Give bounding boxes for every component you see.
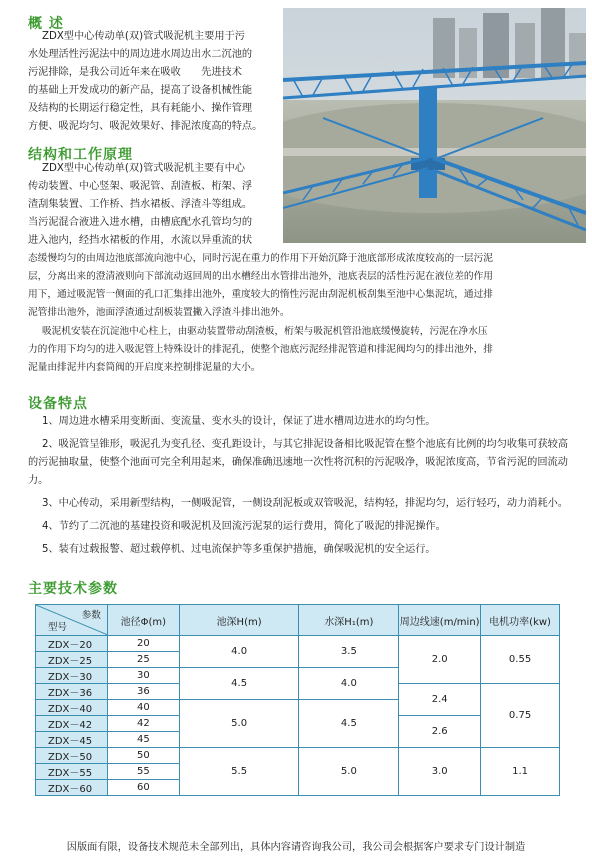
diameter-cell: 40 [107, 700, 179, 716]
water-depth-cell: 4.0 [299, 668, 399, 700]
structure-line: 力的作用下均匀的进入吸泥管上特殊设计的排泥孔，使整个池底污泥经排泥管道和排泥阀均匀的排出池外，排 [28, 344, 493, 355]
model-cell: ZDX－60 [36, 780, 108, 796]
structure-line: 进入池内，经挡水裙板的作用，水流以异重流的状 [28, 235, 253, 246]
diameter-cell: 55 [107, 764, 179, 780]
structure-para2 [28, 323, 588, 377]
feature-item: 1、周边进水槽采用变断面、变流量、变水头的设计，保证了进水槽周边进水的均匀性。 [42, 416, 436, 427]
depth-cell: 4.5 [179, 668, 299, 700]
speed-cell: 2.4 [399, 684, 481, 716]
model-cell: ZDX－30 [36, 668, 108, 684]
model-cell: ZDX－36 [36, 684, 108, 700]
diameter-cell: 60 [107, 780, 179, 796]
table-row [36, 748, 560, 764]
model-cell: ZDX－50 [36, 748, 108, 764]
overview-line: 的基础上开发成功的新产品，提高了设备机械性能 [28, 85, 253, 96]
column-header: 水深H₁(m) [299, 605, 399, 636]
params-heading: 主要技术参数 [28, 581, 118, 597]
column-header: 周边线速(m/min) [399, 605, 481, 636]
structure-line: 吸泥机安装在沉淀池中心柱上，由驱动装置带动刮渣板，桁架与吸泥机管沿池底缓慢旋转，污泥在净水压 [42, 326, 488, 337]
depth-cell: 5.5 [179, 748, 299, 796]
water-depth-cell: 4.5 [299, 700, 399, 748]
product-photo [283, 8, 586, 243]
diagonal-header-cell [36, 605, 108, 636]
power-cell: 1.1 [481, 748, 560, 796]
column-header: 池深H(m) [179, 605, 299, 636]
structure-line: 传动装置、中心竖架、吸泥管、刮渣板、桁架、浮 [28, 181, 253, 192]
table-row [36, 636, 560, 652]
overview-text [28, 28, 288, 136]
overview-line: 污泥排除，是我公司近年来在吸收 先进技术 [28, 67, 242, 78]
diameter-cell: 20 [107, 636, 179, 652]
diag-top-label: 参数 [81, 610, 101, 621]
diameter-cell: 30 [107, 668, 179, 684]
speed-cell: 3.0 [399, 748, 481, 796]
structure-line: 层，分离出来的澄清液则向下部流动返回周的出水槽经出水管排出池外，池底表层的活性污泥在液位差的作用 [28, 271, 493, 282]
structure-line: ZDX型中心传动单(双)管式吸泥机主要有中心 [42, 163, 245, 174]
diameter-cell: 36 [107, 684, 179, 700]
structure-text-narrow [28, 160, 290, 250]
feature-item: 4、节约了二沉池的基建投资和吸泥机及回流污泥泵的运行费用，简化了吸泥的排泥操作。 [42, 521, 446, 532]
column-header: 电机功率(kw) [481, 605, 560, 636]
structure-line: 用下，通过吸泥管一侧面的孔口汇集排出池外，重度较大的惰性污泥由刮泥机板刮集至池中心集泥坑，通过排 [28, 289, 493, 300]
structure-line: 当污泥混合液进入进水槽，由槽底配水孔管均匀的 [28, 217, 253, 228]
footer-note: 因版面有限，设备技术规范未全部列出，具体内容请咨询我公司，我公司会根据客户要求专门设计制造 [66, 842, 526, 853]
feature-item: 3、中心传动，采用新型结构，一侧吸泥管，一侧设刮泥板或双管吸泥，结构轻，排泥均匀，运行轻巧，动力消耗小。 [42, 498, 569, 509]
model-cell: ZDX－42 [36, 716, 108, 732]
depth-cell: 4.0 [179, 636, 299, 668]
overview-line: ZDX型中心传动单(双)管式吸泥机主要用于污 [42, 31, 245, 42]
depth-cell: 5.0 [179, 700, 299, 748]
features-heading: 设备特点 [28, 396, 88, 412]
model-cell: ZDX－40 [36, 700, 108, 716]
water-depth-cell: 5.0 [299, 748, 399, 796]
structure-line: 态缓慢均匀的由周边池底部流向池中心，同时污泥在重力的作用下开始沉降于池底部形成浓度较高的一层污泥 [28, 253, 493, 264]
structure-line: 渣刮集装置、工作桥、挡水裙板、浮渣斗等组成。 [28, 199, 253, 210]
model-cell: ZDX－45 [36, 732, 108, 748]
model-cell: ZDX－25 [36, 652, 108, 668]
water-depth-cell: 3.5 [299, 636, 399, 668]
diameter-cell: 42 [107, 716, 179, 732]
params-table [35, 604, 560, 796]
overview-line: 及结构的长期运行稳定性，具有耗能小、操作管理 [28, 103, 253, 114]
overview-line: 方便、吸泥均匀、吸泥效果好、排泥浓度高的特点。 [28, 121, 263, 132]
diameter-cell: 25 [107, 652, 179, 668]
overview-heading: 概 述 [28, 16, 64, 32]
feature-item: 2、吸泥管呈锥形，吸泥孔为变孔径、变孔距设计，与其它排泥设备相比吸泥管在整个池底有比例的均匀收集可获较高的污泥抽取量，使整个池面可完全利用起来，确保准确迅速地一次性将沉积的污泥吸净，吸泥浓度高，节省污泥的回流动力。 [28, 439, 569, 486]
diameter-cell: 45 [107, 732, 179, 748]
feature-item: 5、装有过载报警、超过载停机、过电流保护等多重保护措施，确保吸泥机的安全运行。 [42, 544, 436, 555]
diameter-cell: 50 [107, 748, 179, 764]
model-cell: ZDX－55 [36, 764, 108, 780]
model-cell: ZDX－20 [36, 636, 108, 652]
structure-line: 泥量由排泥井内套筒阀的开启度来控制排泥量的大小。 [28, 362, 261, 373]
overview-line: 水处理活性污泥法中的周边进水周边出水二沉池的 [28, 49, 253, 60]
structure-text-wide [28, 250, 588, 322]
speed-cell: 2.0 [399, 636, 481, 684]
speed-cell: 2.6 [399, 716, 481, 748]
structure-heading: 结构和工作原理 [28, 147, 133, 163]
column-header: 池径Φ(m) [107, 605, 179, 636]
diag-bottom-label: 型号 [48, 622, 68, 633]
power-cell: 0.75 [481, 684, 560, 748]
structure-line: 泥管排出池外，池面浮渣通过刮板装置撇入浮渣斗排出池外。 [28, 307, 290, 318]
features-list [28, 413, 573, 564]
table-header-row [36, 605, 560, 636]
power-cell: 0.55 [481, 636, 560, 684]
